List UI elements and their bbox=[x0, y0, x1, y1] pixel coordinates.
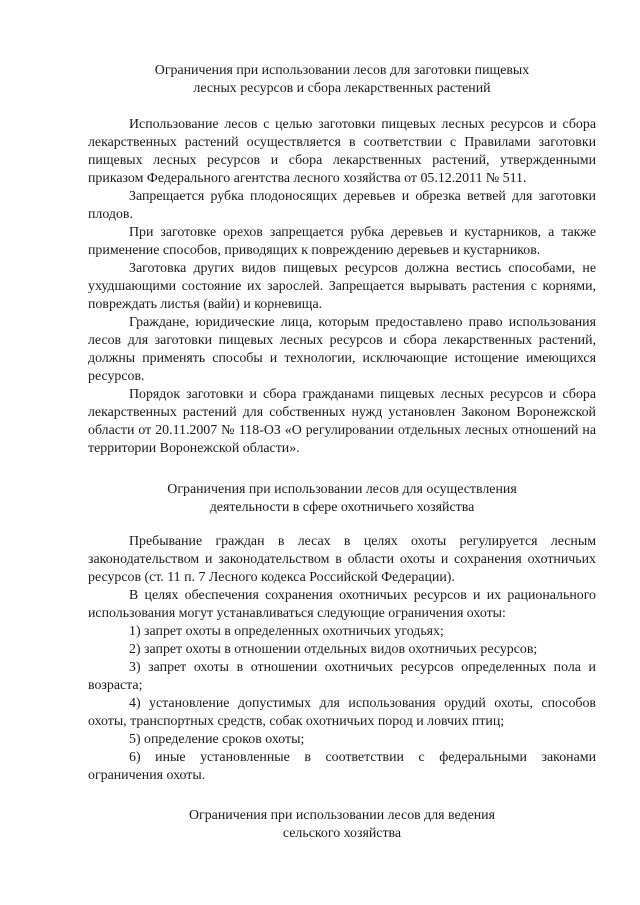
heading-line: сельского хозяйства bbox=[282, 826, 402, 841]
section-heading-hunting bbox=[88, 481, 596, 517]
paragraph: При заготовке орехов запрещается рубка деревьев и кустарников, а также применение способов, приводящих к повреждению деревьев и кустарников. bbox=[88, 225, 596, 258]
list-item: 1) запрет охоты в определенных охотничьих угодьях; bbox=[129, 624, 444, 639]
heading-line: деятельности в сфере охотничьего хозяйства bbox=[209, 500, 475, 515]
paragraph: Запрещается рубка плодоносящих деревьев и обрезка ветвей для заготовки плодов. bbox=[88, 189, 596, 222]
list-item: 4) установление допустимых для использования орудий охоты, способов охоты, транспортных средств, собак охотничьих пород и ловчих птиц; bbox=[88, 696, 596, 729]
paragraph: Заготовка других видов пищевых ресурсов должна вестись способами, не ухудшающими состояние их зарослей. Запрещается вырывать растения с корнями, повреждать листья (вайи) и корневища. bbox=[88, 261, 596, 312]
list-item: 5) определение сроков охоты; bbox=[129, 732, 305, 747]
section-heading-agriculture bbox=[88, 807, 596, 843]
document-page bbox=[88, 62, 596, 843]
heading-line: лесных ресурсов и сбора лекарственных растений bbox=[193, 81, 491, 96]
paragraph: В целях обеспечения сохранения охотничьих ресурсов и их рационального использования могут устанавливаться следующие ограничения охоты: bbox=[88, 588, 596, 621]
paragraph: Порядок заготовки и сбора гражданами пищевых лесных ресурсов и сбора лекарственных растений для собственных нужд установлен Законом Воронежской области от 20.11.2007 № 118-ОЗ «О регулировании отдельных лесных отношений на территории Воронежской области». bbox=[88, 387, 596, 456]
heading-line: Ограничения при использовании лесов для заготовки пищевых bbox=[154, 63, 530, 78]
list-item: 3) запрет охоты в отношении охотничьих ресурсов определенных пола и возраста; bbox=[88, 660, 596, 693]
paragraph: Пребывание граждан в лесах в целях охоты регулируется лесным законодательством и законодательством в области охоты и сохранения охотничьих ресурсов (ст. 11 п. 7 Лесного кодекса Российской Федерации). bbox=[88, 534, 596, 585]
heading-line: Ограничения при использовании лесов для осуществления bbox=[167, 482, 517, 497]
heading-line: Ограничения при использовании лесов для ведения bbox=[189, 808, 495, 823]
list-item: 2) запрет охоты в отношении отдельных видов охотничьих ресурсов; bbox=[129, 642, 538, 657]
paragraph: Граждане, юридические лица, которым предоставлено право использования лесов для заготовки пищевых лесных ресурсов и сбора лекарственных растений, должны применять способы и технологии, исключающие истощение имеющихся ресурсов. bbox=[88, 315, 596, 384]
list-item: 6) иные установленные в соответствии с федеральными законами ограничения охоты. bbox=[88, 750, 596, 783]
section-heading-food-resources bbox=[88, 62, 596, 98]
paragraph: Использование лесов с целью заготовки пищевых лесных ресурсов и сбора лекарственных растений осуществляется в соответствии с Правилами заготовки пищевых лесных ресурсов и сбора лекарственных растений, утвержденными приказом Федерального агентства лесного хозяйства от 05.12.2011 № 511. bbox=[88, 117, 596, 186]
